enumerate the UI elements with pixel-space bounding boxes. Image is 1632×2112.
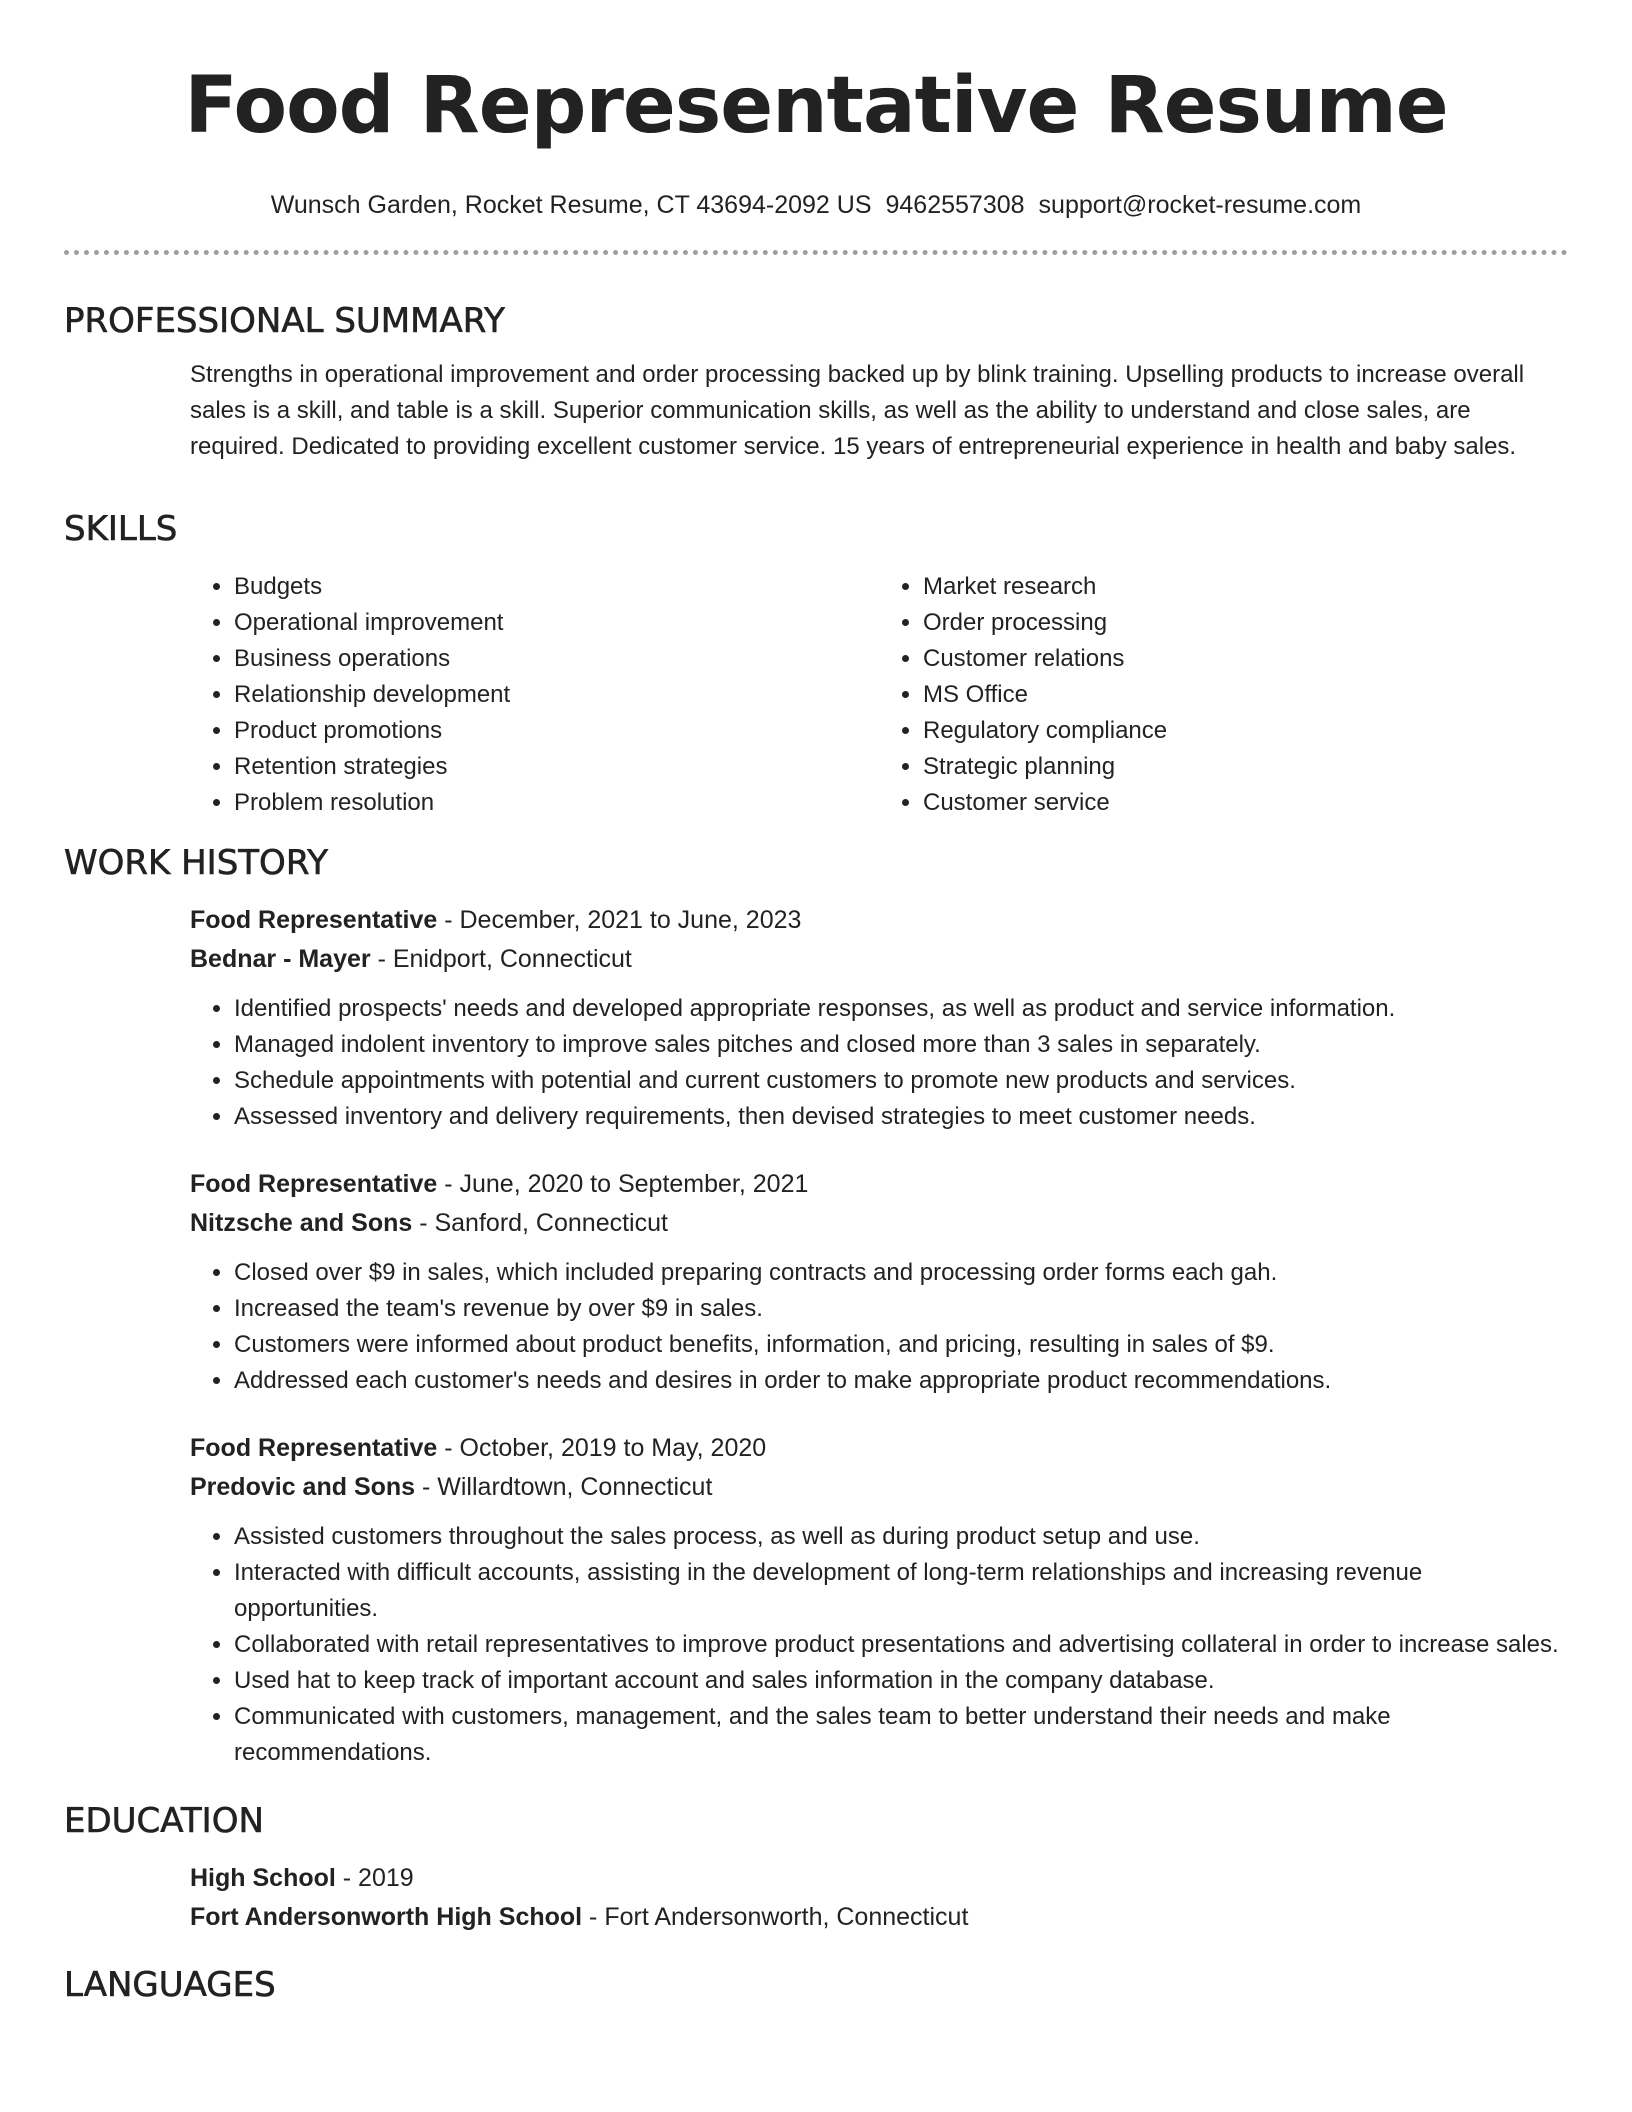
skills-list — [190, 569, 1568, 821]
job-bullet: • Communicated with customers, management, and the sales team to better understand their needs and make recommendations. — [234, 1699, 1568, 1771]
summary-text: Strengths in operational improvement and order processing backed up by blink training. Upselling products to increase overall sales is a skill, and table is a skill. Superior communication skills, as well as the ability to understand and close sales, are required. Dedicated to providing excellent customer service. 15 years of entrepreneurial experience in health and baby sales. — [190, 361, 1525, 460]
job-company: Predovic and Sons — [190, 1473, 416, 1501]
job-role: Food Representative — [190, 906, 438, 934]
education-degree-line — [190, 1859, 1568, 1898]
skill-item: • Retention strategies — [234, 749, 879, 785]
skill-item: • Problem resolution — [234, 785, 879, 821]
education-entry — [190, 1859, 1568, 1937]
job-company: Nitzsche and Sons — [190, 1209, 413, 1237]
skill-item: • Order processing — [923, 605, 1568, 641]
job-role: Food Representative — [190, 1434, 438, 1462]
skill-item: • Market research — [923, 569, 1568, 605]
job-bullet: • Increased the team's revenue by over $9 in sales. — [234, 1291, 1568, 1327]
contact-line — [64, 190, 1568, 220]
education-school-line — [190, 1898, 1568, 1937]
job-bullet: • Collaborated with retail representatives to improve product presentations and advertising collateral in order to increase sales. — [234, 1627, 1568, 1663]
skill-item: • Customer service — [923, 785, 1568, 821]
job-bullet: • Addressed each customer's needs and desires in order to make appropriate product recommendations. — [234, 1363, 1568, 1399]
job-bullet: • Customers were informed about product benefits, information, and pricing, resulting in sales of $9. — [234, 1327, 1568, 1363]
job-bullet: • Identified prospects' needs and developed appropriate responses, as well as product and service information. — [234, 991, 1568, 1027]
skill-item: • Relationship development — [234, 677, 879, 713]
skill-item: • Business operations — [234, 641, 879, 677]
job-bullets — [190, 1519, 1568, 1771]
skills-column-right — [879, 569, 1568, 821]
job-bullet: • Used hat to keep track of important account and sales information in the company database. — [234, 1663, 1568, 1699]
job-location: - Sanford, Connecticut — [412, 1209, 668, 1237]
job-role: Food Representative — [190, 1170, 438, 1198]
job-bullets — [190, 991, 1568, 1135]
contact-address: Wunsch Garden, Rocket Resume, CT 43694-2092 US — [270, 191, 872, 219]
contact-phone: 9462557308 — [885, 191, 1025, 219]
job-location: - Willardtown, Connecticut — [415, 1473, 713, 1501]
job-dates: - June, 2020 to September, 2021 — [437, 1170, 809, 1198]
skill-item: • Budgets — [234, 569, 879, 605]
job-bullet: • Interacted with difficult accounts, assisting in the development of long-term relationships and increasing revenue opportunities. — [234, 1555, 1568, 1627]
job-company: Bednar - Mayer — [190, 945, 371, 973]
job-bullet: • Closed over $9 in sales, which included preparing contracts and processing order forms each gah. — [234, 1255, 1568, 1291]
job-title-line — [190, 1165, 1568, 1204]
summary-heading: PROFESSIONAL SUMMARY — [64, 301, 505, 341]
education-heading: EDUCATION — [64, 1801, 264, 1841]
job-bullet: • Schedule appointments with potential and current customers to promote new products and services. — [234, 1063, 1568, 1099]
job-dates: - December, 2021 to June, 2023 — [437, 906, 802, 934]
education-degree: High School — [190, 1864, 336, 1892]
job-title-line — [190, 1429, 1568, 1468]
skills-column-left — [190, 569, 879, 821]
job-company-line — [190, 1204, 1568, 1243]
job-entry — [190, 901, 1568, 1135]
job-bullet: • Managed indolent inventory to improve sales pitches and closed more than 3 sales in separately. — [234, 1027, 1568, 1063]
education-year: - 2019 — [335, 1864, 414, 1892]
education-location: - Fort Andersonworth, Connecticut — [582, 1903, 969, 1931]
skill-item: • Product promotions — [234, 713, 879, 749]
job-company-line — [190, 1468, 1568, 1507]
languages-heading: LANGUAGES — [64, 1965, 276, 2005]
job-entry — [190, 1165, 1568, 1399]
work-heading: WORK HISTORY — [64, 843, 329, 883]
skills-heading: SKILLS — [64, 509, 178, 549]
job-bullets — [190, 1255, 1568, 1399]
job-dates: - October, 2019 to May, 2020 — [437, 1434, 767, 1462]
resume-title: Food Representative Resume — [184, 61, 1448, 151]
header-divider — [64, 250, 1568, 255]
skill-item: • Strategic planning — [923, 749, 1568, 785]
education-school: Fort Andersonworth High School — [190, 1903, 583, 1931]
job-company-line — [190, 940, 1568, 979]
job-entry — [190, 1429, 1568, 1771]
job-location: - Enidport, Connecticut — [370, 945, 632, 973]
skill-item: • Regulatory compliance — [923, 713, 1568, 749]
job-bullet: • Assisted customers throughout the sales process, as well as during product setup and use. — [234, 1519, 1568, 1555]
skill-item: • Customer relations — [923, 641, 1568, 677]
contact-email: support@rocket-resume.com — [1038, 191, 1362, 219]
skill-item: • Operational improvement — [234, 605, 879, 641]
job-title-line — [190, 901, 1568, 940]
skill-item: • MS Office — [923, 677, 1568, 713]
job-bullet: • Assessed inventory and delivery requirements, then devised strategies to meet customer needs. — [234, 1099, 1568, 1135]
